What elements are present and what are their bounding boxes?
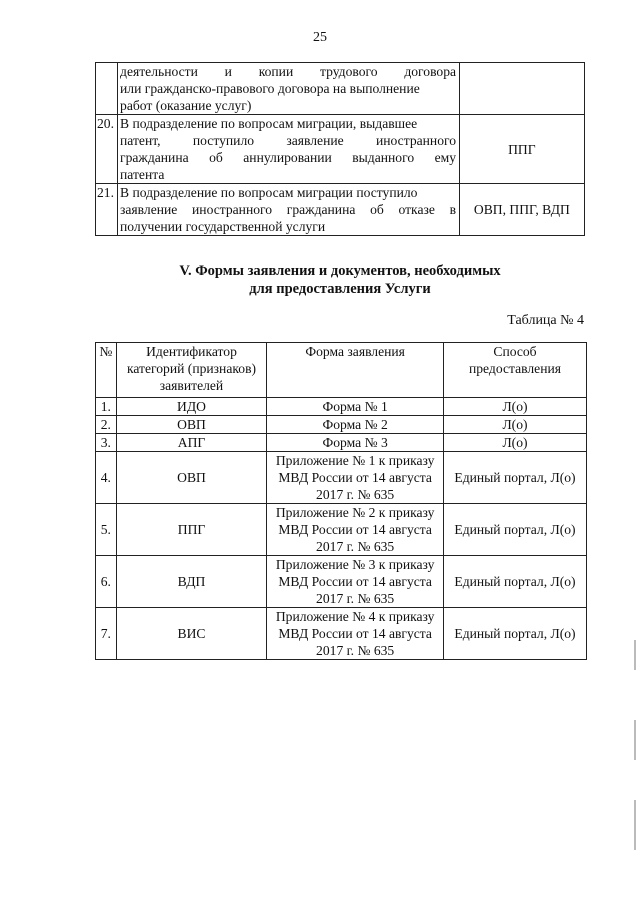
table-label: Таблица № 4	[507, 313, 584, 328]
header-form: Форма заявления	[267, 343, 444, 398]
top-table	[95, 62, 585, 236]
table-row	[96, 556, 587, 608]
description-line: или гражданско-правового договора на выполнение	[120, 81, 420, 96]
cell-method: Единый портал, Л(о)	[443, 504, 586, 556]
description-line: получении государственной услуги	[120, 219, 326, 234]
table-row	[96, 184, 585, 236]
row-description	[118, 184, 460, 236]
cell-method: Л(о)	[443, 416, 586, 434]
page-number: 25	[313, 30, 327, 45]
cell-num: 5.	[96, 504, 117, 556]
row-description	[118, 115, 460, 184]
description-line: патент, поступило заявление иностранного	[120, 133, 457, 148]
cell-identifier: ОВП	[116, 452, 267, 504]
description-line: В подразделение по вопросам миграции, выдавшее	[120, 116, 418, 131]
cell-method: Единый портал, Л(о)	[443, 452, 586, 504]
description-line: патента	[120, 167, 165, 182]
description-line: деятельности и копии трудового договора	[120, 64, 457, 79]
table-row	[96, 416, 587, 434]
table-header-row	[96, 343, 587, 398]
table-row	[96, 434, 587, 452]
table-row	[96, 63, 585, 115]
cell-form: Приложение № 2 к приказу МВД России от 14 августа 2017 г. № 635	[267, 504, 444, 556]
table-row	[96, 398, 587, 416]
description-line: В подразделение по вопросам миграции поступило	[120, 185, 418, 200]
cell-identifier: АПГ	[116, 434, 267, 452]
section-heading-line: V. Формы заявления и документов, необходимых	[179, 263, 501, 279]
description-line: работ (оказание услуг)	[120, 98, 252, 113]
row-description	[118, 63, 460, 115]
cell-identifier: ИДО	[116, 398, 267, 416]
cell-method: Л(о)	[443, 398, 586, 416]
row-category: ППГ	[459, 115, 584, 184]
row-category	[459, 63, 584, 115]
scan-edge-mark	[634, 640, 636, 670]
table-row	[96, 608, 587, 660]
cell-form: Форма № 2	[267, 416, 444, 434]
table-row	[96, 504, 587, 556]
row-number	[96, 63, 118, 115]
cell-identifier: ППГ	[116, 504, 267, 556]
table-row	[96, 452, 587, 504]
cell-form: Форма № 3	[267, 434, 444, 452]
row-number: 20.	[96, 115, 118, 184]
section-heading	[0, 262, 640, 298]
cell-form: Приложение № 3 к приказу МВД России от 14 августа 2017 г. № 635	[267, 556, 444, 608]
cell-identifier: ВИС	[116, 608, 267, 660]
row-number: 21.	[96, 184, 118, 236]
cell-method: Единый портал, Л(о)	[443, 556, 586, 608]
cell-form: Форма № 1	[267, 398, 444, 416]
cell-form: Приложение № 4 к приказу МВД России от 14 августа 2017 г. № 635	[267, 608, 444, 660]
description-line: гражданина об аннулировании выданного ему	[120, 150, 457, 165]
cell-identifier: ВДП	[116, 556, 267, 608]
header-identifier: Идентификатор категорий (признаков) заявителей	[116, 343, 267, 398]
cell-num: 1.	[96, 398, 117, 416]
row-category: ОВП, ППГ, ВДП	[459, 184, 584, 236]
cell-identifier: ОВП	[116, 416, 267, 434]
cell-method: Л(о)	[443, 434, 586, 452]
scan-edge-mark	[634, 800, 636, 850]
header-num: №	[96, 343, 117, 398]
cell-num: 2.	[96, 416, 117, 434]
cell-num: 3.	[96, 434, 117, 452]
cell-num: 7.	[96, 608, 117, 660]
forms-table	[95, 342, 587, 660]
table-row	[96, 115, 585, 184]
cell-num: 4.	[96, 452, 117, 504]
description-line: заявление иностранного гражданина об отказе в	[120, 202, 457, 217]
header-method: Способ предоставления	[443, 343, 586, 398]
cell-num: 6.	[96, 556, 117, 608]
section-heading-line: для предоставления Услуги	[249, 281, 431, 297]
scan-edge-mark	[634, 720, 636, 760]
cell-form: Приложение № 1 к приказу МВД России от 14 августа 2017 г. № 635	[267, 452, 444, 504]
cell-method: Единый портал, Л(о)	[443, 608, 586, 660]
